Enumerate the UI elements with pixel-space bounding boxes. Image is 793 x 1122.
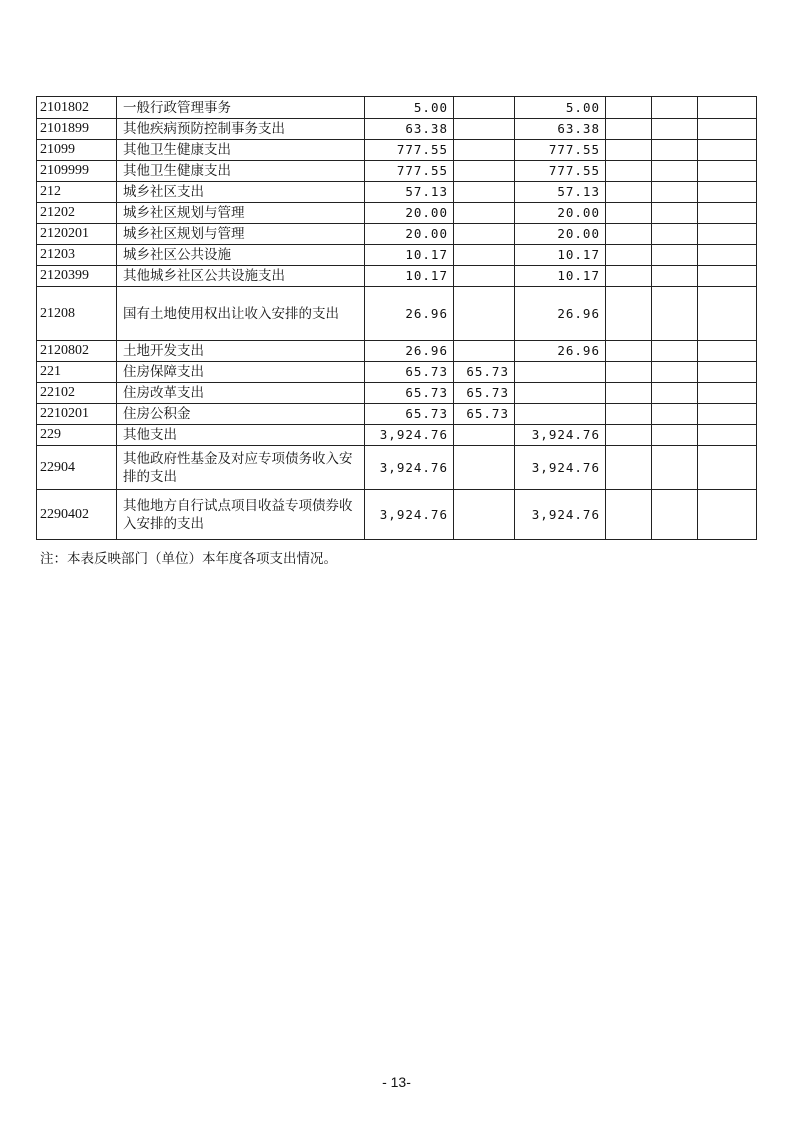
row-project: 20.00 bbox=[515, 203, 606, 224]
row-empty-1 bbox=[606, 362, 652, 383]
row-project: 3,924.76 bbox=[515, 425, 606, 446]
row-total: 63.38 bbox=[365, 119, 454, 140]
row-total: 3,924.76 bbox=[365, 490, 454, 540]
row-project bbox=[515, 404, 606, 425]
row-code: 2210201 bbox=[37, 404, 117, 425]
row-name: 住房公积金 bbox=[117, 404, 365, 425]
row-name: 其他支出 bbox=[117, 425, 365, 446]
row-total: 777.55 bbox=[365, 161, 454, 182]
row-empty-3 bbox=[698, 446, 757, 490]
row-empty-3 bbox=[698, 266, 757, 287]
row-total: 65.73 bbox=[365, 362, 454, 383]
row-empty-1 bbox=[606, 266, 652, 287]
row-project: 20.00 bbox=[515, 224, 606, 245]
row-project bbox=[515, 362, 606, 383]
row-total: 20.00 bbox=[365, 224, 454, 245]
row-name: 其他地方自行试点项目收益专项债券收入安排的支出 bbox=[117, 490, 365, 540]
row-code: 2109999 bbox=[37, 161, 117, 182]
row-empty-1 bbox=[606, 446, 652, 490]
row-project: 777.55 bbox=[515, 140, 606, 161]
table-row bbox=[37, 182, 757, 203]
table-row bbox=[37, 97, 757, 119]
row-project: 10.17 bbox=[515, 245, 606, 266]
row-basic bbox=[454, 140, 515, 161]
row-empty-2 bbox=[652, 224, 698, 245]
row-project bbox=[515, 383, 606, 404]
row-empty-1 bbox=[606, 119, 652, 140]
row-total: 26.96 bbox=[365, 287, 454, 341]
row-code: 21203 bbox=[37, 245, 117, 266]
row-name: 城乡社区支出 bbox=[117, 182, 365, 203]
row-code: 2120802 bbox=[37, 341, 117, 362]
row-empty-2 bbox=[652, 97, 698, 119]
row-empty-2 bbox=[652, 266, 698, 287]
table-row bbox=[37, 224, 757, 245]
row-project: 5.00 bbox=[515, 97, 606, 119]
row-total: 20.00 bbox=[365, 203, 454, 224]
row-project: 57.13 bbox=[515, 182, 606, 203]
row-empty-3 bbox=[698, 182, 757, 203]
row-name: 城乡社区规划与管理 bbox=[117, 224, 365, 245]
row-project: 3,924.76 bbox=[515, 446, 606, 490]
row-basic bbox=[454, 224, 515, 245]
row-code: 2120201 bbox=[37, 224, 117, 245]
row-empty-2 bbox=[652, 404, 698, 425]
row-basic bbox=[454, 425, 515, 446]
row-project: 777.55 bbox=[515, 161, 606, 182]
row-empty-2 bbox=[652, 287, 698, 341]
table-row bbox=[37, 203, 757, 224]
table-row bbox=[37, 341, 757, 362]
table-row bbox=[37, 425, 757, 446]
row-empty-3 bbox=[698, 119, 757, 140]
row-name: 住房改革支出 bbox=[117, 383, 365, 404]
row-name: 其他政府性基金及对应专项债务收入安排的支出 bbox=[117, 446, 365, 490]
row-empty-2 bbox=[652, 203, 698, 224]
row-empty-2 bbox=[652, 383, 698, 404]
row-empty-3 bbox=[698, 224, 757, 245]
row-empty-1 bbox=[606, 224, 652, 245]
row-code: 2101802 bbox=[37, 97, 117, 119]
row-empty-3 bbox=[698, 287, 757, 341]
row-project: 63.38 bbox=[515, 119, 606, 140]
row-empty-3 bbox=[698, 362, 757, 383]
row-code: 2101899 bbox=[37, 119, 117, 140]
table-row bbox=[37, 404, 757, 425]
row-basic bbox=[454, 490, 515, 540]
row-basic bbox=[454, 245, 515, 266]
row-basic: 65.73 bbox=[454, 362, 515, 383]
row-basic bbox=[454, 203, 515, 224]
row-total: 5.00 bbox=[365, 97, 454, 119]
row-empty-2 bbox=[652, 245, 698, 266]
table-row bbox=[37, 383, 757, 404]
row-empty-1 bbox=[606, 140, 652, 161]
row-empty-2 bbox=[652, 490, 698, 540]
row-project: 26.96 bbox=[515, 341, 606, 362]
row-code: 21202 bbox=[37, 203, 117, 224]
row-total: 57.13 bbox=[365, 182, 454, 203]
row-empty-3 bbox=[698, 425, 757, 446]
row-empty-3 bbox=[698, 161, 757, 182]
table-row bbox=[37, 140, 757, 161]
row-empty-1 bbox=[606, 287, 652, 341]
expenditure-table bbox=[36, 96, 757, 540]
row-empty-3 bbox=[698, 383, 757, 404]
row-total: 65.73 bbox=[365, 383, 454, 404]
row-empty-1 bbox=[606, 425, 652, 446]
row-project: 10.17 bbox=[515, 266, 606, 287]
row-empty-3 bbox=[698, 490, 757, 540]
row-name: 其他疾病预防控制事务支出 bbox=[117, 119, 365, 140]
row-empty-3 bbox=[698, 245, 757, 266]
table-footnote: 注：本表反映部门（单位）本年度各项支出情况。 bbox=[40, 551, 337, 567]
row-empty-1 bbox=[606, 383, 652, 404]
row-name: 土地开发支出 bbox=[117, 341, 365, 362]
table-row bbox=[37, 287, 757, 341]
row-code: 22102 bbox=[37, 383, 117, 404]
row-empty-3 bbox=[698, 341, 757, 362]
row-project: 26.96 bbox=[515, 287, 606, 341]
row-code: 212 bbox=[37, 182, 117, 203]
row-name: 一般行政管理事务 bbox=[117, 97, 365, 119]
row-empty-1 bbox=[606, 97, 652, 119]
row-basic bbox=[454, 182, 515, 203]
row-empty-2 bbox=[652, 119, 698, 140]
row-name: 其他城乡社区公共设施支出 bbox=[117, 266, 365, 287]
row-basic bbox=[454, 266, 515, 287]
table-body bbox=[37, 97, 757, 540]
row-empty-1 bbox=[606, 182, 652, 203]
row-basic: 65.73 bbox=[454, 404, 515, 425]
row-name: 住房保障支出 bbox=[117, 362, 365, 383]
row-empty-1 bbox=[606, 341, 652, 362]
table-row bbox=[37, 446, 757, 490]
row-empty-2 bbox=[652, 362, 698, 383]
row-total: 10.17 bbox=[365, 245, 454, 266]
row-name: 城乡社区规划与管理 bbox=[117, 203, 365, 224]
row-code: 22904 bbox=[37, 446, 117, 490]
row-total: 10.17 bbox=[365, 266, 454, 287]
row-basic: 65.73 bbox=[454, 383, 515, 404]
row-basic bbox=[454, 119, 515, 140]
row-basic bbox=[454, 97, 515, 119]
row-total: 65.73 bbox=[365, 404, 454, 425]
row-empty-1 bbox=[606, 203, 652, 224]
table-row bbox=[37, 161, 757, 182]
row-empty-3 bbox=[698, 203, 757, 224]
row-name: 其他卫生健康支出 bbox=[117, 161, 365, 182]
row-empty-2 bbox=[652, 425, 698, 446]
table-row bbox=[37, 266, 757, 287]
row-total: 3,924.76 bbox=[365, 425, 454, 446]
row-code: 21208 bbox=[37, 287, 117, 341]
row-empty-2 bbox=[652, 446, 698, 490]
row-basic bbox=[454, 446, 515, 490]
row-empty-3 bbox=[698, 140, 757, 161]
row-empty-1 bbox=[606, 404, 652, 425]
table-row bbox=[37, 119, 757, 140]
row-code: 229 bbox=[37, 425, 117, 446]
row-name: 城乡社区公共设施 bbox=[117, 245, 365, 266]
row-project: 3,924.76 bbox=[515, 490, 606, 540]
row-empty-2 bbox=[652, 341, 698, 362]
row-empty-3 bbox=[698, 97, 757, 119]
row-code: 21099 bbox=[37, 140, 117, 161]
row-basic bbox=[454, 287, 515, 341]
row-empty-2 bbox=[652, 182, 698, 203]
row-empty-2 bbox=[652, 161, 698, 182]
row-empty-1 bbox=[606, 490, 652, 540]
table-row bbox=[37, 490, 757, 540]
row-code: 2120399 bbox=[37, 266, 117, 287]
table-row bbox=[37, 362, 757, 383]
row-name: 其他卫生健康支出 bbox=[117, 140, 365, 161]
row-empty-2 bbox=[652, 140, 698, 161]
table-row bbox=[37, 245, 757, 266]
row-name: 国有土地使用权出让收入安排的支出 bbox=[117, 287, 365, 341]
row-empty-3 bbox=[698, 404, 757, 425]
row-empty-1 bbox=[606, 161, 652, 182]
row-empty-1 bbox=[606, 245, 652, 266]
row-code: 221 bbox=[37, 362, 117, 383]
row-total: 777.55 bbox=[365, 140, 454, 161]
row-total: 26.96 bbox=[365, 341, 454, 362]
row-basic bbox=[454, 341, 515, 362]
row-basic bbox=[454, 161, 515, 182]
row-total: 3,924.76 bbox=[365, 446, 454, 490]
row-code: 2290402 bbox=[37, 490, 117, 540]
page-number: - 13- bbox=[382, 1074, 411, 1090]
